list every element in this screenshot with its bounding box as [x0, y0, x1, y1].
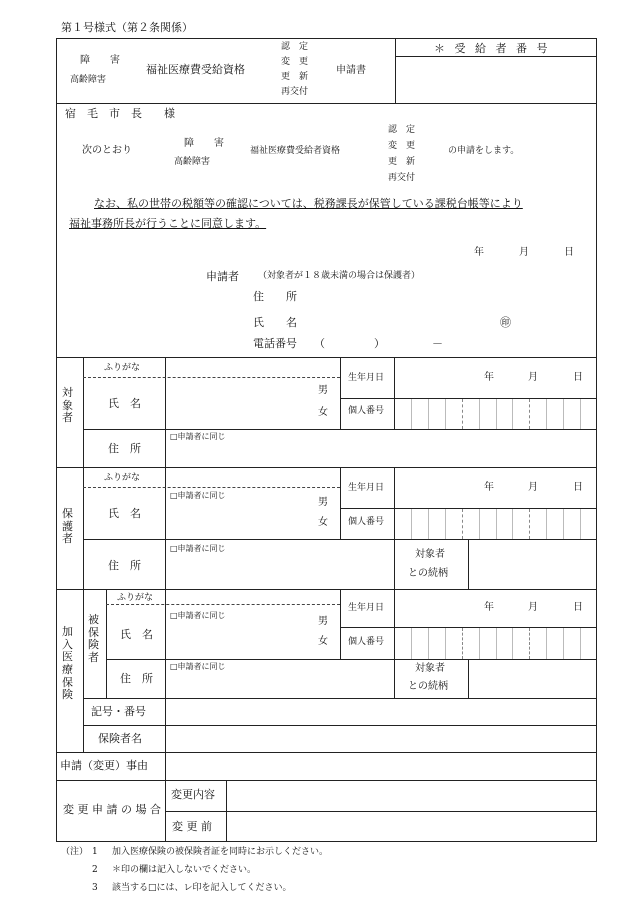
insurance-personal-no-boxes[interactable]	[394, 628, 597, 659]
insurer-name-label: 保険者名	[98, 732, 142, 745]
change-section-label: 変 更 申 請 の 場 合	[63, 803, 161, 816]
intro-tail: の申請をします。	[448, 146, 520, 156]
digit-divider	[462, 628, 463, 659]
digit-divider	[411, 628, 412, 659]
subject-personal-no-label: 個人番号	[348, 406, 385, 416]
digit-divider	[479, 399, 480, 429]
header-type-elderly: 高齢障害	[70, 75, 107, 85]
insurance-birth-day: 日	[573, 602, 583, 613]
phone-open-paren: （	[314, 337, 325, 350]
symbol-number-label: 記号・番号	[91, 705, 146, 718]
digit-divider	[546, 399, 547, 429]
digit-divider	[479, 509, 480, 539]
guardian-birth-year: 年	[484, 482, 494, 493]
guardian-female[interactable]: 女	[318, 517, 328, 528]
digit-divider	[479, 628, 480, 659]
header-action-2: 変 更	[281, 57, 309, 67]
subject-male[interactable]: 男	[318, 385, 328, 396]
digit-divider	[411, 399, 412, 429]
insurance-relation-label-2: との続柄	[408, 681, 448, 692]
applicant-address-label: 住 所	[253, 290, 297, 303]
header-action-3: 更 新	[281, 72, 309, 82]
header-title: 福祉医療費受給資格	[146, 63, 245, 76]
subject-furigana-label: ふりがな	[104, 363, 141, 373]
subject-birth-year: 年	[484, 372, 494, 383]
insurance-same-name-checkbox[interactable]: □申請者に同じ	[170, 611, 226, 620]
insurance-birth-label: 生年月日	[348, 603, 385, 613]
digit-divider	[445, 628, 446, 659]
insurance-relation-label-1: 対象者	[415, 663, 445, 674]
form-id: 第１号様式（第２条関係）	[61, 21, 193, 34]
phone-close-paren: ）	[374, 337, 385, 350]
insurance-address-label: 住 所	[120, 672, 153, 685]
intro-lead: 次のとおり	[82, 145, 132, 156]
insurance-female[interactable]: 女	[318, 636, 328, 647]
applicant-phone-label: 電話番号	[253, 337, 297, 350]
guardian-name-label: 氏 名	[108, 507, 141, 520]
digit-divider	[546, 509, 547, 539]
digit-divider	[445, 509, 446, 539]
insurance-personal-no-label: 個人番号	[348, 637, 385, 647]
phone-dash: －	[432, 337, 443, 350]
applicant-label: 申請者	[206, 270, 239, 283]
header-action-4: 再交付	[281, 87, 309, 97]
consent-line-2: 福祉事務所長が行うことに同意します。	[69, 217, 267, 230]
digit-divider	[529, 399, 530, 429]
note-1-number: 1	[92, 847, 98, 857]
digit-divider	[496, 509, 497, 539]
insurance-birth-month: 月	[528, 602, 538, 613]
guardian-furigana-label: ふりがな	[104, 473, 141, 483]
guardian-birth-label: 生年月日	[348, 483, 385, 493]
header-suffix: 申請書	[336, 65, 366, 76]
digit-divider	[512, 628, 513, 659]
digit-divider	[496, 628, 497, 659]
consent-line-1: なお、私の世帯の税額等の確認については、税務課長が保管している課税台帳等により	[94, 197, 523, 210]
digit-divider	[512, 509, 513, 539]
note-1-text: 加入医療保険の被保険者証を同時にお示しください。	[112, 847, 329, 857]
digit-divider	[445, 399, 446, 429]
header-type-disability: 障 害	[80, 55, 120, 66]
guardian-birth-day: 日	[573, 482, 583, 493]
applicant-note: （対象者が１８歳未満の場合は保護者）	[258, 271, 421, 281]
header-action-1: 認 定	[281, 42, 309, 52]
subject-birth-month: 月	[528, 372, 538, 383]
notes-prefix: （注）	[61, 847, 89, 857]
guardian-same-name-checkbox[interactable]: □申請者に同じ	[170, 491, 226, 500]
date-year: 年	[474, 247, 484, 258]
intro-action-3: 更 新	[388, 157, 416, 167]
insured-person-label: 被 保 険 者	[88, 613, 99, 664]
digit-divider	[428, 399, 429, 429]
reason-label: 申請（変更）事由	[60, 759, 148, 772]
change-before-label: 変 更 前	[172, 820, 212, 833]
note-2-text: ＊印の欄は記入しないでください。	[112, 865, 257, 875]
intro-type-disability: 障 害	[184, 138, 224, 149]
subject-birth-day: 日	[573, 372, 583, 383]
guardian-personal-no-label: 個人番号	[348, 517, 385, 527]
subject-same-address-checkbox[interactable]: □申請者に同じ	[170, 432, 226, 441]
recipient-number-label: ＊ 受 給 者 番 号	[434, 42, 551, 55]
intro-action-2: 変 更	[388, 141, 416, 151]
digit-divider	[428, 509, 429, 539]
digit-divider	[512, 399, 513, 429]
note-3-number: 3	[92, 883, 98, 893]
digit-divider	[428, 628, 429, 659]
insurance-furigana-label: ふりがな	[117, 593, 154, 603]
addressee: 宿 毛 市 長 様	[65, 107, 175, 120]
date-month: 月	[519, 247, 529, 258]
change-content-label: 変更内容	[171, 788, 215, 801]
digit-divider	[496, 399, 497, 429]
guardian-birth-month: 月	[528, 482, 538, 493]
insurance-section-label: 加 入 医 療 保 険	[62, 625, 73, 702]
digit-divider	[580, 628, 581, 659]
guardian-relation-label-2: との続柄	[408, 568, 448, 579]
guardian-personal-no-boxes[interactable]	[394, 509, 597, 539]
intro-action-1: 認 定	[388, 125, 416, 135]
insurance-birth-year: 年	[484, 602, 494, 613]
note-3-text: 該当する□には、レ印を記入してください。	[112, 883, 292, 893]
digit-divider	[411, 509, 412, 539]
seal-mark: ㊞	[500, 316, 511, 329]
guardian-same-address-checkbox[interactable]: □申請者に同じ	[170, 544, 226, 553]
guardian-address-label: 住 所	[108, 559, 141, 572]
subject-personal-no-boxes[interactable]	[394, 399, 597, 429]
subject-address-label: 住 所	[108, 442, 141, 455]
digit-divider	[529, 509, 530, 539]
applicant-name-label: 氏 名	[253, 316, 297, 329]
guardian-relation-label-1: 対象者	[415, 549, 445, 560]
digit-divider	[462, 399, 463, 429]
digit-divider	[529, 628, 530, 659]
subject-section-label: 対 象 者	[62, 386, 73, 425]
intro-action-4: 再交付	[388, 173, 416, 183]
intro-type-elderly: 高齢障害	[174, 157, 211, 167]
insurance-same-address-checkbox[interactable]: □申請者に同じ	[170, 662, 226, 671]
recipient-number-field[interactable]	[396, 57, 596, 102]
digit-divider	[580, 509, 581, 539]
subject-female[interactable]: 女	[318, 407, 328, 418]
guardian-section-label: 保 護 者	[62, 507, 73, 546]
digit-divider	[546, 628, 547, 659]
digit-divider	[563, 399, 564, 429]
digit-divider	[462, 509, 463, 539]
digit-divider	[563, 628, 564, 659]
digit-divider	[580, 399, 581, 429]
insurance-male[interactable]: 男	[318, 616, 328, 627]
note-2-number: 2	[92, 865, 98, 875]
date-day: 日	[564, 247, 574, 258]
guardian-male[interactable]: 男	[318, 497, 328, 508]
form-frame	[56, 38, 597, 842]
subject-name-label: 氏 名	[108, 397, 141, 410]
subject-birth-label: 生年月日	[348, 373, 385, 383]
digit-divider	[563, 509, 564, 539]
intro-qualification: 福祉医療費受給者資格	[250, 146, 341, 156]
insurance-name-label: 氏 名	[120, 628, 153, 641]
